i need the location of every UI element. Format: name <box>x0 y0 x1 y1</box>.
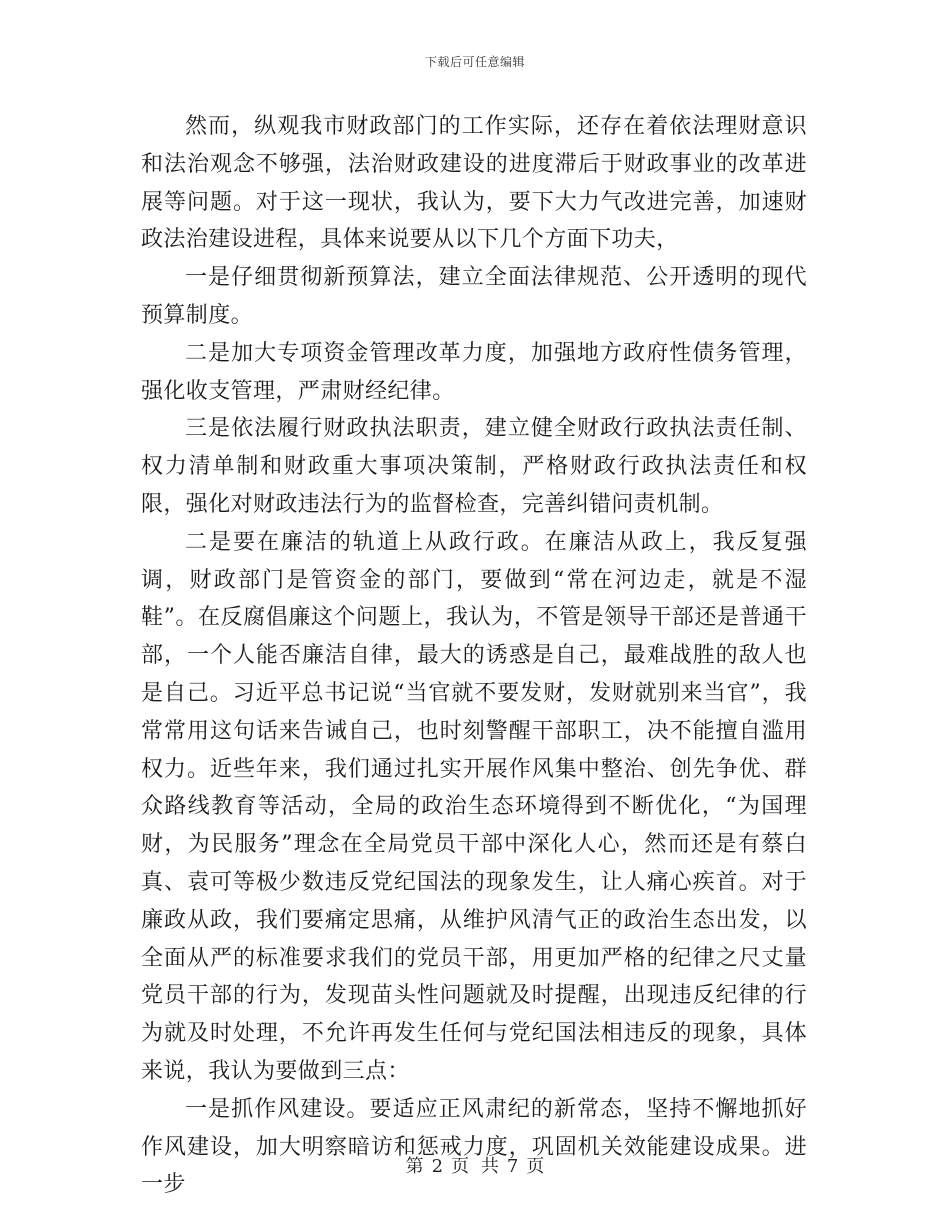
footer-suffix: 页 <box>526 1156 545 1177</box>
paragraph: 然而，纵观我市财政部门的工作实际，还存在着依法理财意识和法治观念不够强，法治财政建设的进度滞后于财政事业的改革进展等问题。对于这一现状，我认为，要下大力气改进完善，加速财政法治建设进程，具体来说要从以下几个方面下功夫， <box>141 114 807 253</box>
paragraph: 一是仔细贯彻新预算法，建立全面法律规范、公开透明的现代预算制度。 <box>141 265 807 328</box>
document-body <box>141 108 807 1204</box>
total-page-count: 7 <box>506 1156 519 1177</box>
page-number-footer <box>0 1152 950 1178</box>
paragraph: 二是加大专项资金管理改革力度，加强地方政府性债务管理，强化收支管理，严肃财经纪律。 <box>141 340 807 404</box>
paragraph: 三是依法履行财政执法职责，建立健全财政行政执法责任制、权力清单制和财政重大事项决策制，严格财政行政执法责任和权限，强化对财政违法行为的监督检查，完善纠错问责机制。 <box>141 416 807 517</box>
paragraph: 一是抓作风建设。要适应正风肃纪的新常态，坚持不懈地抓好作风建设，加大明察暗访和惩戒力度，巩固机关效能建设成果。进一步 <box>141 1096 807 1198</box>
current-page-number: 2 <box>431 1156 444 1177</box>
footer-prefix: 第 <box>405 1156 424 1177</box>
page-header-note: 下载后可任意编辑 <box>424 55 525 69</box>
paragraph: 二是要在廉洁的轨道上从政行政。在廉洁从政上，我反复强调，财政部门是管资金的部门，要做到“常在河边走，就是不湿鞋”。在反腐倡廉这个问题上，我认为，不管是领导干部还是普通干部，一个人能否廉洁自律，最大的诱惑是自己，最难战胜的敌人也是自己。习近平总书记说“当官就不要发财，发财就别来当官”，我常常用这句话来告诫自己，也时刻警醒干部职工，决不能擅自滥用权力。近些年来，我们通过扎实开展作风集中整治、创先争优、群众路线教育等活动，全局的政治生态环境得到不断优化，“为国理财，为民服务”理念在全局党员干部中深化人心，然而还是有蔡白真、袁可等极少数违反党纪国法的现象发生，让人痛心疾首。对于廉政从政，我们要痛定思痛，从维护风清气正的政治生态出发，以全面从严的标准要求我们的党员干部，用更加严格的纪律之尺丈量党员干部的行为，发现苗头性问题就及时提醒，出现违反纪律的行为就及时处理，不允许再发生任何与党纪国法相违反的现象，具体来说，我认为要做到三点： <box>141 529 807 1084</box>
footer-middle: 页 共 <box>451 1156 499 1177</box>
